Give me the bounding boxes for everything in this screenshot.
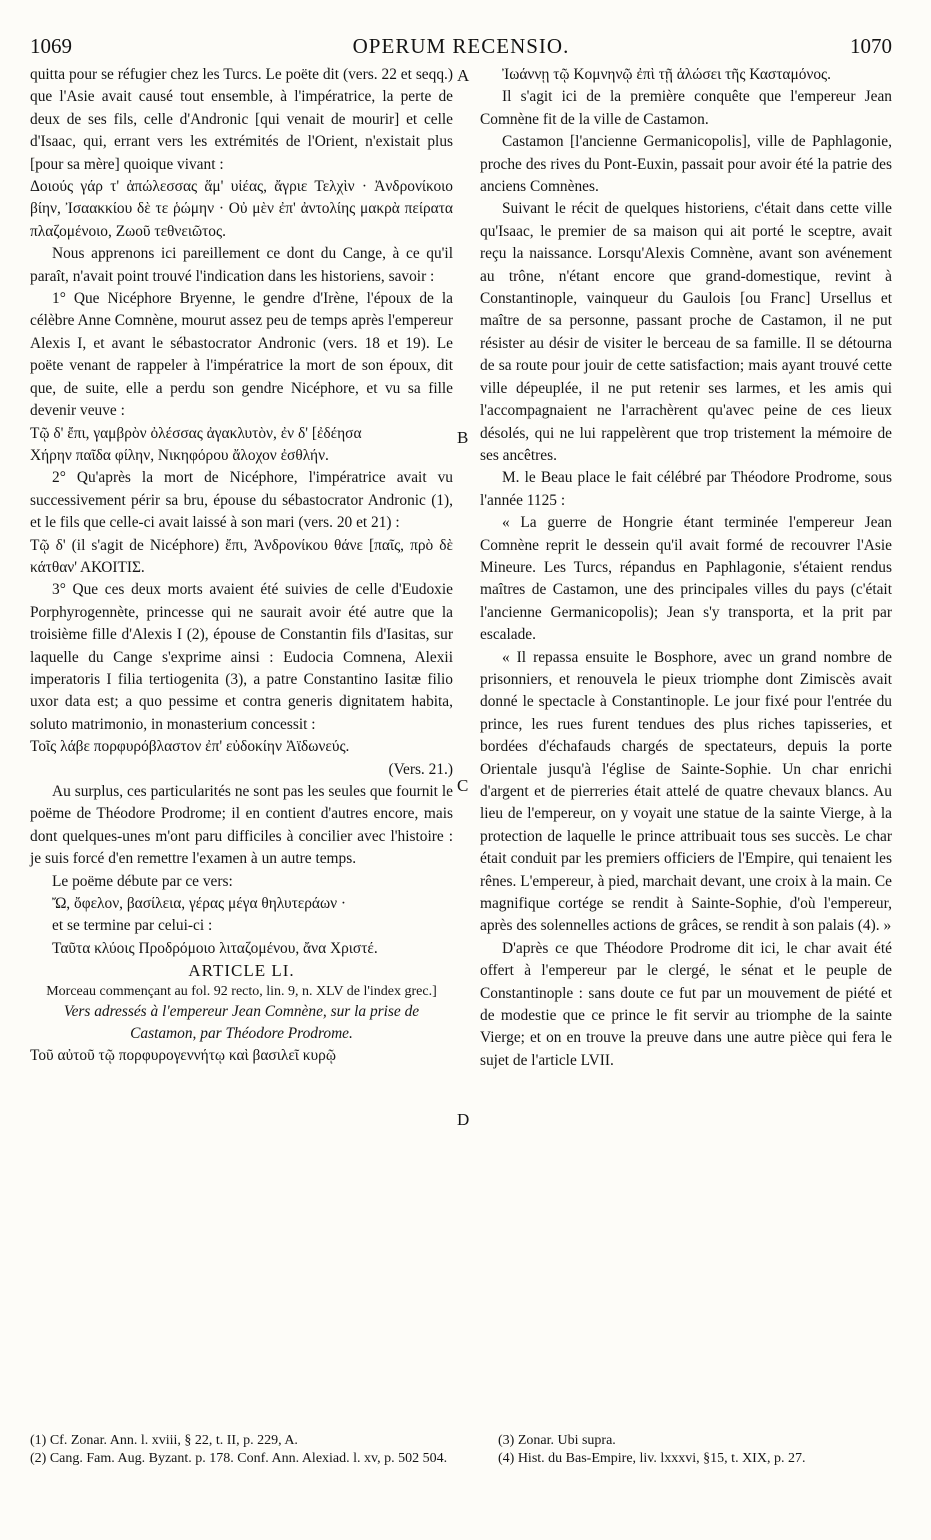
paragraph: Castamon [l'ancienne Germanicopolis], ville de Paphlagonie, proche des rives du Pont-Euxin, passait pour avoir été la patrie des anciens Comnènes. <box>480 133 892 196</box>
margin-marker-a: A <box>457 66 470 85</box>
greek-verse: Ὤ, ὄφελον, βασίλεια, γέρας μέγα θηλυτεράων · <box>52 895 347 913</box>
greek-verse: Τῷ δ' (il s'agit de Nicéphore) ἔπι, Ἀνδρονίκου θάνε [παῖς, πρὸ δὲ κάτθαν' ΑΚΟΙΤΙΣ. <box>30 536 453 576</box>
paragraph: 3° Que ces deux morts avaient été suivies de celle d'Eudoxie Porphyrogennète, princesse qui ne saurait avoir été autre que la troisième fille d'Alexis I (2), épouse de Constantin fils d'Iasitas, sur laquelle du Cange s'exprime ainsi : Eudocia Comnena, Alexii imperatoris I filia tertiogenita (3), a patre Constantino Iasitæ filio uxor data est; a quo pessime et contra generis dignitatem habita, soluto matrimonio, in monasterium concessit : <box>30 581 453 733</box>
greek-verse: Ἰωάννῃ τῷ Κομνηνῷ ἐπὶ τῇ ἁλώσει τῆς Κασταμόνος. <box>502 66 831 83</box>
right-column <box>480 64 892 1072</box>
running-title: OPERUM RECENSIO. <box>352 34 570 58</box>
page-header <box>30 34 892 64</box>
paragraph: D'après ce que Théodore Prodrome dit ici, le char avait été offert à l'empereur par le clergé, le sénat et le peuple de Constantinople : sans doute ce fut par un mouvement de piété et de modestie que ce prince le fit servir au triomphe de la sainte Vierge; et on en trouve la preuve dans une autre pièce qui fera le sujet de l'article LVII. <box>480 939 892 1069</box>
greek-verse: Τοῦ αὐτοῦ τῷ πορφυρογεννήτῳ καὶ βασιλεῖ κυρῷ <box>30 1047 336 1065</box>
footnote: (1) Cf. Zonar. Ann. l. xviii, § 22, t. II, p. 229, A. <box>30 1433 298 1448</box>
paragraph: Il s'agit ici de la première conquête que l'empereur Jean Comnène fit de la ville de Castamon. <box>480 88 892 128</box>
margin-marker-b: B <box>457 428 469 447</box>
paragraph: 1° Que Nicéphore Bryenne, le gendre d'Irène, l'époux de la célèbre Anne Comnène, mourut assez peu de temps après l'empereur Alexis I, et avant le sébastocrator Andronic (vers. 18 et 19). Le poëte venant de rappeler à l'impératrice la mort de son époux, dit que, de suite, elle a perdu son gendre Nicéphore, et vu sa fille devenir veuve : <box>30 290 453 420</box>
page-number-left: 1069 <box>30 34 72 58</box>
article-title: ARTICLE LI. <box>188 961 295 981</box>
greek-verse: Χήρην παῖδα φίλην, Νικηφόρου ἄλοχον ἐσθλήν. <box>30 446 329 464</box>
footnotes-left <box>30 1432 453 1468</box>
paragraph: (Vers. 21.) <box>388 760 453 778</box>
paragraph: Suivant le récit de quelques historiens, c'était dans cette ville qu'Isaac, le premier de sa maison qui ait porté le sceptre, avait reçu la naissance. Lorsqu'Alexis Comnène, avant son avénement au trône, n'étant encore que grand-domestique, revint à Constantinople, vainqueur du Gaulois [ou Franc] Ursellus et maître de sa personne, passant proche de Castamon, il ne put résister au désir de visiter le berceau de sa famille. Il se détourna de sa route pour jouir de cette satisfaction; mais ayant trouvé cette ville dépeuplée, il ne put retenir ses larmes, et les amis qui l'accompagnaient ne l'arrachèrent qu'avec peine de ces lieux désolés, qui ne lui rappelèrent que trop tristement la mémoire de ses ancêtres. <box>480 200 892 464</box>
paragraph: « La guerre de Hongrie étant terminée l'empereur Jean Comnène reprit le dessein qu'il avait formé de recouvrer l'Asie Mineure. Les Turcs, répandus en Paphlagonie, s'étaient rendus maîtres de Castamon, une des principales villes du pays (c'était l'ancienne Germanicopolis); Jean s'y transporta, et la prit par escalade. <box>480 514 892 644</box>
paragraph: « Il repassa ensuite le Bosphore, avec un grand nombre de prisonniers, et renouvela le pieux triomphe dont Zimiscès avait donné le spectacle à Constantinople. Le jour fixé pour l'entrée du prince, les rues furent tendues des plus riches tapisseries, et bordées d'échafauds chargés de spectateurs, depuis la porte Orientale jusqu'à l'église de Sainte-Sophie. Un char enrichi d'argent et de pierreries était attelé de quatre chevaux blancs. Au lieu de l'empereur, on y voyait une statue de la sainte Vierge, à la protection de laquelle le prince attribuait tous ses succès. Le char était conduit par les premiers officiers de l'Empire, qui tenaient les rênes. L'empereur, à pied, marchait devant, une croix à la main. Ce magnifique cortége se rendit à Sainte-Sophie, d'où l'empereur, après des solennelles actions de grâces, se rendit à son palais (4). » <box>480 648 892 935</box>
greek-verse: Ταῦτα κλύοις Προδρόμοιο λιταζομένου, ἄνα Χριστέ. <box>52 939 378 957</box>
greek-verse: Τοῖς λάβε πορφυρόβλαστον ἐπ' εὐδοκίην Ἀϊδωνεύς. <box>30 738 350 756</box>
paragraph: Nous apprenons ici pareillement ce dont du Cange, à ce qu'il paraît, n'avait point trouvé l'indication dans les historiens, savoir : <box>30 245 453 285</box>
paragraph: M. le Beau place le fait célébré par Théodore Prodrome, sous l'année 1125 : <box>480 469 892 509</box>
footnote: (4) Hist. du Bas-Empire, liv. lxxxvi, §15, t. XIX, p. 27. <box>498 1451 806 1466</box>
footnote: (3) Zonar. Ubi supra. <box>498 1433 616 1448</box>
paragraph: Au surplus, ces particularités ne sont pas les seules que fournit le poëme de Théodore Prodrome; il en contient d'autres encore, mais dont quelques-unes m'ont paru difficiles à concilier avec l'histoire : je suis forcé d'en remettre l'examen à un autre temps. <box>30 783 453 868</box>
greek-verse: Τῷ δ' ἔπι, γαμβρὸν ὀλέσσας ἀγακλυτὸν, ἐν δ' [ἐδέησα <box>30 424 362 442</box>
paragraph: et se termine par celui-ci : <box>52 917 213 935</box>
paragraph: quitta pour se réfugier chez les Turcs. Le poëte dit (vers. 22 et seqq.) que l'Asie avait causé tout ensemble, à l'impératrice, la perte de deux de ses fils, celle d'Andronic [qui venait de mourir] et celle d'Isaac, qui, errant vers les extrémités de l'Orient, n'existait plus [pour sa mère] quoique vivant : <box>30 66 453 173</box>
paragraph: 2° Qu'après la mort de Nicéphore, l'impératrice avait vu successivement périr sa bru, épouse du sébastocrator Andronic (1), et le fils que celle-ci avait laissé à son mari (vers. 20 et 21) : <box>30 469 453 532</box>
footnote: (2) Cang. Fam. Aug. Byzant. p. 178. Conf. Ann. Alexiad. l. xv, p. 502 504. <box>30 1451 448 1466</box>
margin-marker-d: D <box>457 1110 470 1129</box>
paragraph: Vers adressés à l'empereur Jean Comnène, sur la prise de Castamon, par Théodore Prodrome. <box>63 1002 420 1043</box>
paragraph: Le poëme débute par ce vers: <box>52 872 233 890</box>
greek-verse: Δοιούς γάρ τ' ἀπώλεσσας ἅμ' υἱέας, ἄγριε Τελχὶν · Ἀνδρονίκοιο βίην, Ἰσαακκίου δὲ τε ῥώμην · Οὐ μὲν ἐπ' ἀντολίης μακρὰ πείρατα πλαζομένοιο, Ζωοῦ τεθνειῶτος. <box>30 178 453 240</box>
paragraph: Morceau commençant au fol. 92 recto, lin. 9, n. XLV de l'index grec.] <box>46 983 437 999</box>
margin-marker-c: C <box>457 776 469 795</box>
footnotes-right <box>498 1432 892 1468</box>
page-number-right: 1070 <box>850 34 892 58</box>
left-column <box>30 64 453 1068</box>
